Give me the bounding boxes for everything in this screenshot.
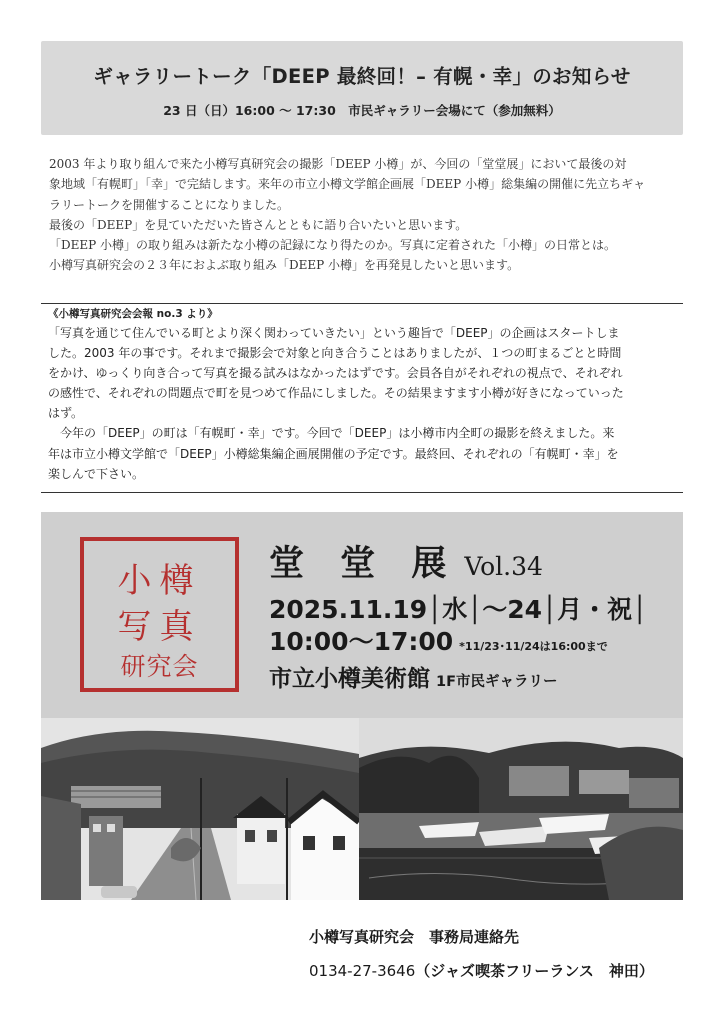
stamp-text-line: 写真: [117, 607, 202, 647]
club-logo-stamp: [80, 537, 239, 692]
exhibition-panel: [41, 512, 683, 900]
intro-line: 最後の「DEEP」を見ていただいた皆さんとともに語り合いたいと思います。: [49, 217, 468, 232]
exhibition-time: 10:00～17:00: [269, 627, 454, 656]
intro-paragraph: [49, 154, 685, 276]
announcement-schedule: 23 日（日）16:00 ～ 17:30 市民ギャラリー会場にて（参加無料）: [163, 103, 561, 118]
intro-line: 小樽写真研究会の２３年におよぶ取り組み「DEEP 小樽」を再発見したいと思います。: [49, 258, 520, 273]
venue-room: 1F市民ギャラリー: [436, 674, 558, 690]
photo-harbor-boats: [359, 718, 683, 900]
quote-line: 年は市立小樽文学館で「DEEP」小樽総集編企画展開催の予定です。最終回、それぞれの「有幌町・幸」を: [48, 446, 619, 461]
exhibition-volume: Vol.34: [464, 552, 543, 581]
quote-line: はず。: [48, 406, 84, 421]
intro-line: 象地域「有幌町」「幸」で完結します。来年の市立小樽文学館企画展「DEEP 小樽」総集編の開催に先立ちギャ: [49, 177, 646, 192]
exhibition-time-note: *11/23･11/24は16:00まで: [459, 640, 608, 653]
exhibition-title: [269, 536, 543, 586]
stamp-text-line: 小樽: [117, 561, 202, 601]
quote-line: の感性で、それぞれの問題点で町を見つめて作品にしました。その結果ますます小樽が好きになっていった: [48, 386, 624, 401]
quote-line: 今年の「DEEP」の町は「有幌町・幸」です。今回で「DEEP」は小樽市内全町の撮影を終えました。来: [48, 426, 615, 441]
quote-line: した。2003 年の事です。それまで撮影会で対象と向き合うことはありましたが、１つの町まるごとと時間: [48, 346, 622, 361]
contact-info: [309, 920, 654, 988]
intro-line: 「DEEP 小樽」の取り組みは新たな小樽の記録になり得たのか。写真に定着された「小樽」の日常とは。: [49, 238, 617, 253]
exhibition-venue: [269, 660, 558, 693]
quote-line: 「写真を通じて住んでいる町とより深く関わっていきたい」という趣旨で「DEEP」の企画はスタートしま: [48, 326, 620, 340]
announcement-title: ギャラリートーク「DEEP 最終回！– 有幌・幸」のお知らせ: [93, 65, 631, 88]
exhibition-hours: [269, 622, 608, 658]
venue-name: 市立小樽美術館: [269, 666, 430, 692]
photo-town-street: [41, 718, 359, 900]
contact-phone-note: （ジャズ喫茶フリーランス 神田）: [415, 962, 654, 980]
exhibition-name: 堂 堂 展: [269, 543, 459, 584]
contact-phone-line: [309, 954, 654, 988]
stamp-text-line: 研究会: [120, 652, 199, 681]
contact-phone: 0134-27-3646: [309, 962, 416, 980]
exhibition-dates: 2025.11.19│水│～24│月・祝│: [269, 595, 648, 624]
quote-line: 楽しんで下さい。: [48, 466, 145, 481]
newsletter-quote: [48, 305, 678, 484]
intro-line: ラリートークを開催することになりました。: [49, 197, 290, 212]
intro-line: 2003 年より取り組んで来た小樽写真研究会の撮影「DEEP 小樽」が、今回の「堂堂展」において最後の対: [49, 157, 627, 171]
quote-title: 《小樽写真研究会会報 no.3 より》: [48, 308, 218, 320]
quote-line: をかけ、ゆっくり向き合って写真を撮る試みはなかったはずです。会員各自がそれぞれの視点で、それぞれ: [48, 366, 623, 381]
announcement-header: [41, 41, 683, 135]
contact-org: 小樽写真研究会 事務局連絡先: [309, 928, 520, 946]
divider-bottom: [41, 492, 683, 493]
